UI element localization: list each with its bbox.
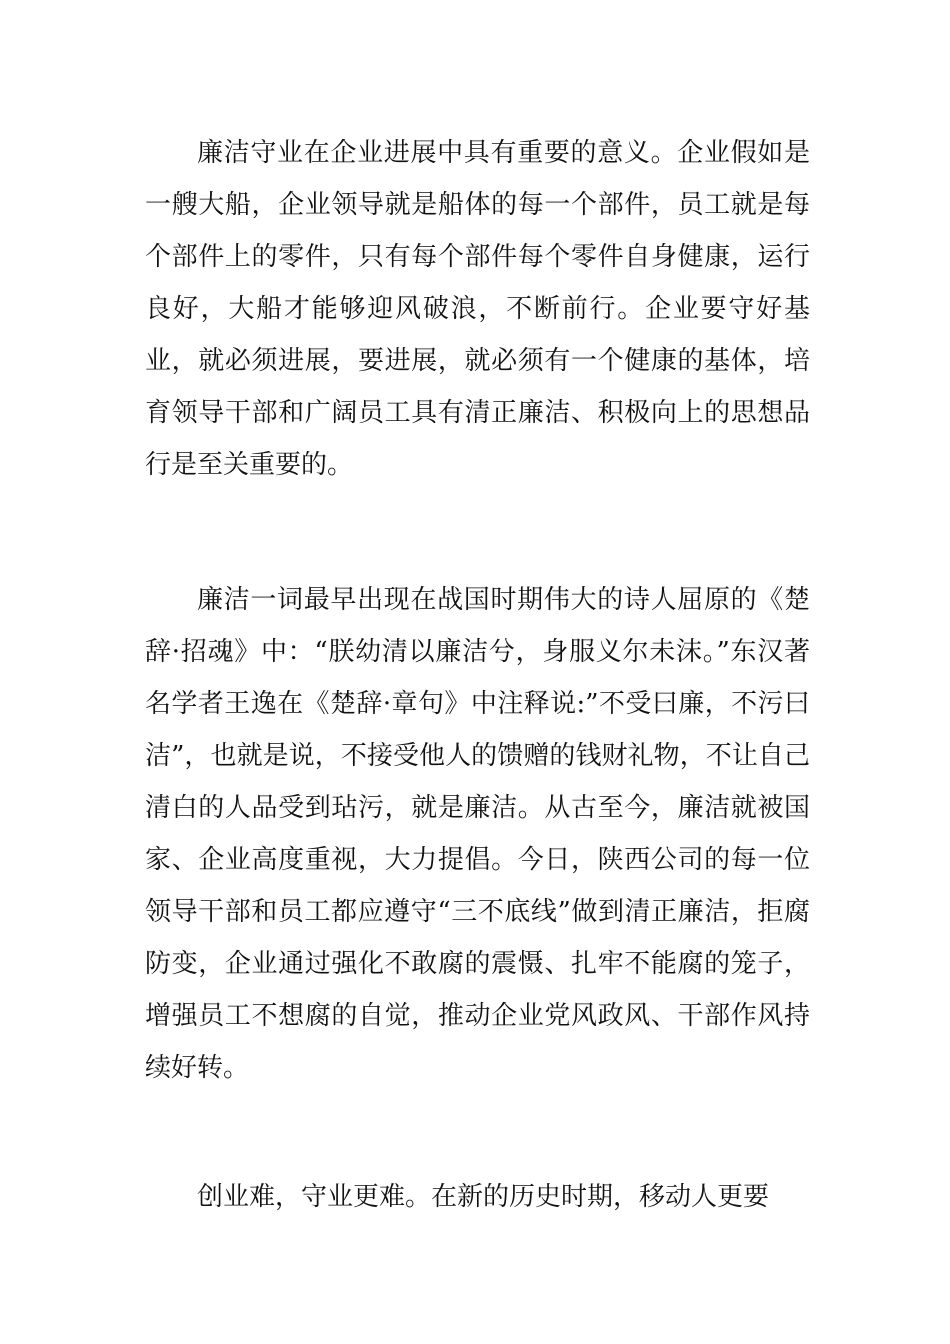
paragraph-3: 创业难，守业更难。在新的历史时期，移动人更要 [197,1182,770,1212]
paragraph-2: 廉洁一词最早出现在战国时期伟大的诗人屈原的《楚辞·招魂》中：“朕幼清以廉洁兮，身服义尔未沫。”东汉著名学者王逸在《楚辞·章句》中注释说:”不受曰廉，不污曰洁”，也就是说，不接受他人的馈赠的钱财礼物，不让自己清白的人品受到玷污，就是廉洁。从古至今，廉洁就被国家、企业高度重视，大力提倡。今日，陕西公司的每一位领导干部和员工都应遵守“三不底线”做到清正廉洁，拒腐防变，企业通过强化不敢腐的震慑、扎牢不能腐的笼子，增强员工不想腐的自觉，推动企业党风政风、干部作风持续好转。 [145,585,810,1083]
paragraph-1: 廉洁守业在企业进展中具有重要的意义。企业假如是一艘大船，企业领导就是船体的每一个部件，员工就是每个部件上的零件，只有每个部件每个零件自身健康，运行良好，大船才能够迎风破浪，不断前行。企业要守好基业，就必须进展，要进展，就必须有一个健康的基体，培育领导干部和广阔员工具有清正廉洁、积极向上的思想品行是至关重要的。 [145,138,810,480]
